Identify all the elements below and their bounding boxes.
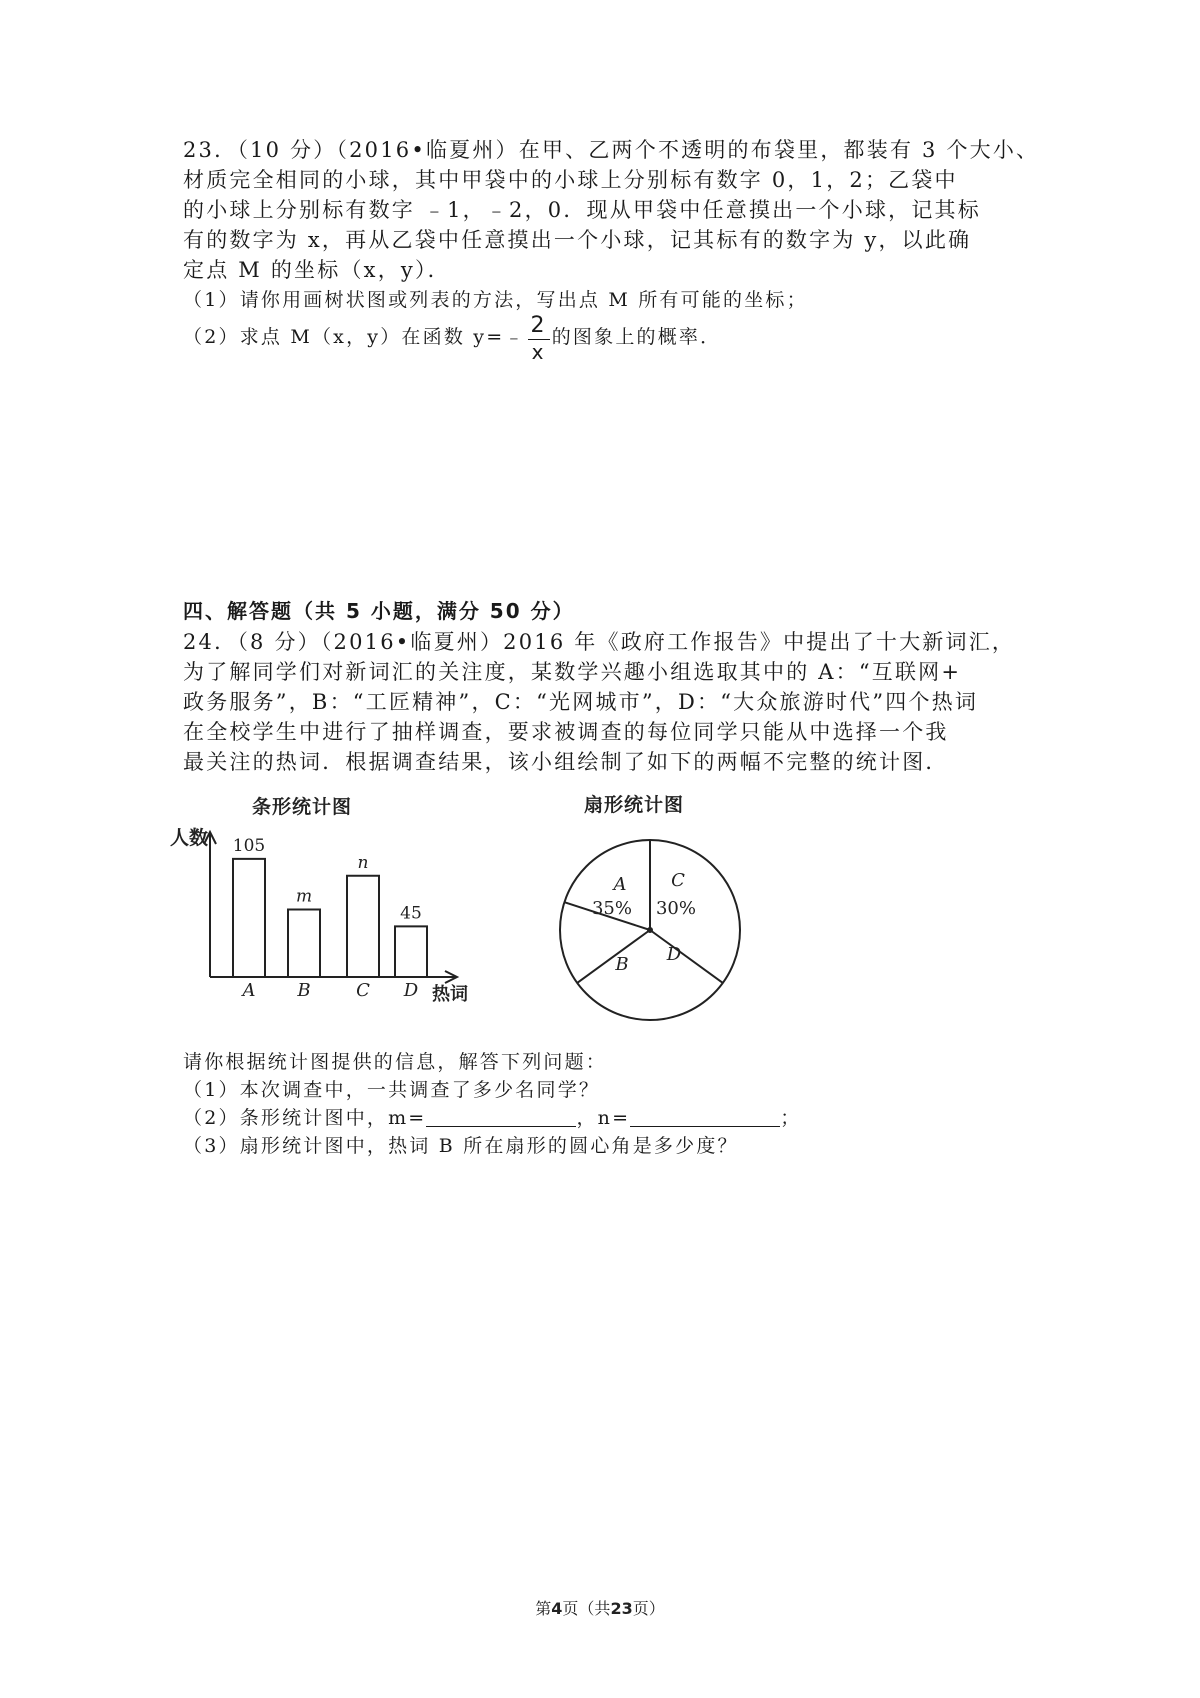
- pie-chart-title: 扇形统计图: [584, 794, 685, 816]
- q23-sub-2-before: （2）求点 M（x，y）在函数 y=﹣: [183, 326, 526, 348]
- q23-line-5: 定点 M 的坐标（x，y）．: [183, 258, 451, 282]
- footer-prefix: 第: [535, 1599, 552, 1618]
- pie-label-C: C: [671, 870, 685, 891]
- bar-chart-title: 条形统计图: [252, 796, 353, 818]
- pie-percent-C: 30%: [655, 898, 697, 919]
- footer-page-number: 4: [551, 1599, 563, 1618]
- bar-value-label-C: n: [357, 852, 369, 873]
- x-tick-label-A: A: [242, 980, 256, 1001]
- pie-label-D: D: [666, 944, 682, 965]
- q24-sub-2-c: ；: [780, 1107, 802, 1129]
- bar-A: [233, 859, 265, 977]
- pie-label-A: A: [613, 874, 627, 895]
- q23-line-4: 有的数字为 x，再从乙袋中任意摸出一个小球，记其标有的数字为 y，以此确: [183, 228, 972, 252]
- page-footer: [0, 1596, 1200, 1619]
- x-axis-label: 热词: [432, 984, 468, 1005]
- q24-sub-3: （3）扇形统计图中，热词 B 所在扇形的圆心角是多少度？: [183, 1135, 739, 1157]
- bar-D: [395, 926, 427, 977]
- footer-suffix: 页）: [632, 1599, 665, 1618]
- fraction-denominator: x: [531, 339, 546, 364]
- x-tick-label-D: D: [403, 980, 419, 1001]
- q23-sub-2-after: 的图象上的概率．: [551, 326, 722, 348]
- bar-B: [288, 910, 320, 978]
- q23-line-1: 23．（10 分）（2016•临夏州）在甲、乙两个不透明的布袋里，都装有 3 个大小、: [183, 138, 1040, 162]
- q24-line-2: 为了解同学们对新词汇的关注度，某数学兴趣小组选取其中的 A：“互联网+: [183, 660, 962, 684]
- bar-chart: [170, 820, 510, 1020]
- bar-value-label-D: 45: [400, 903, 422, 924]
- q23-sub-2: [183, 312, 1023, 362]
- q24-line-1: 24．（8 分）（2016•临夏州）2016 年《政府工作报告》中提出了十大新词汇，: [183, 630, 1016, 654]
- q24-after-intro: 请你根据统计图提供的信息，解答下列问题：: [183, 1051, 608, 1073]
- bar-value-label-A: 105: [232, 835, 266, 856]
- q24-line-4: 在全校学生中进行了抽样调查，要求被调查的每位同学只能从中选择一个我: [183, 720, 949, 744]
- bar-C: [347, 876, 379, 977]
- pie-divider-A: [650, 930, 723, 983]
- q24-line-5: 最关注的热词．根据调查结果，该小组绘制了如下的两幅不完整的统计图．: [183, 750, 949, 774]
- pie-divider-C: [577, 930, 650, 983]
- footer-total-pages: 23: [610, 1599, 633, 1618]
- x-tick-label-B: B: [297, 980, 311, 1001]
- section-heading: 四、解答题（共 5 小题，满分 50 分）: [183, 599, 575, 623]
- answer-blank-m[interactable]: [426, 1104, 576, 1127]
- q24-sub-1: （1）本次调查中，一共调查了多少名同学？: [183, 1079, 601, 1101]
- fraction-2-over-x: [528, 312, 550, 364]
- answer-blank-n[interactable]: [630, 1104, 780, 1127]
- footer-middle: 页（共: [562, 1599, 611, 1618]
- fraction-numerator: 2: [528, 315, 550, 340]
- q23-line-2: 材质完全相同的小球，其中甲袋中的小球上分别标有数字 0，1，2；乙袋中: [183, 168, 958, 192]
- q23-sub-1: （1）请你用画树状图或列表的方法，写出点 M 所有可能的坐标；: [183, 289, 808, 311]
- pie-percent-A: 35%: [591, 898, 633, 919]
- q24-sub-2-a: （2）条形统计图中，m=: [183, 1107, 427, 1129]
- pie-center: [647, 927, 653, 933]
- q24-sub-2-b: ，n=: [576, 1107, 631, 1129]
- y-axis-label: 人数: [170, 827, 209, 849]
- q24-line-3: 政务服务”，B：“工匠精神”，C：“光网城市”，D：“大众旅游时代”四个热词: [183, 690, 979, 714]
- pie-label-B: B: [615, 954, 629, 975]
- pie-chart: [550, 828, 750, 1028]
- bar-value-label-B: m: [295, 886, 313, 907]
- q23-line-3: 的小球上分别标有数字 ﹣1，﹣2，0．现从甲袋中任意摸出一个小球，记其标: [183, 198, 981, 222]
- x-tick-label-C: C: [356, 980, 370, 1001]
